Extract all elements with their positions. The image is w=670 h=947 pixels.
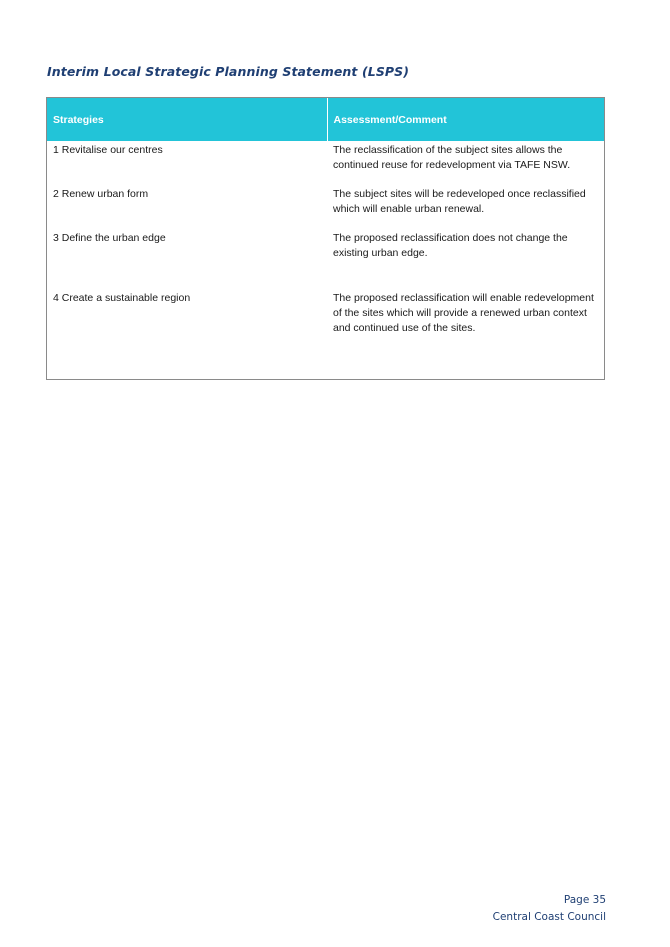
strategy-cell: 2 Renew urban form [53, 188, 149, 200]
comment-cell: The proposed reclassification will enable redevelopment of the sites which will provide a renewed urban context and continued use of the sites. [333, 292, 594, 334]
strategy-cell: 1 Revitalise our centres [53, 144, 163, 156]
page-number: Page 35 [563, 894, 606, 906]
column-header-strategies: Strategies [47, 98, 327, 141]
table-row [47, 231, 604, 291]
table-row [47, 141, 604, 187]
section-heading: Interim Local Strategic Planning Statement (LSPS) [47, 64, 410, 79]
table-header-row [47, 98, 604, 141]
strategy-cell: 4 Create a sustainable region [53, 292, 191, 304]
table-row [47, 187, 604, 231]
table-row [47, 291, 604, 361]
strategies-table [47, 98, 604, 361]
strategy-cell: 3 Define the urban edge [53, 232, 166, 244]
lsps-strategies-table [46, 97, 605, 380]
organisation-name: Central Coast Council [492, 911, 606, 923]
comment-cell: The subject sites will be redeveloped once reclassified which will enable urban renewal. [333, 188, 586, 215]
comment-cell: The reclassification of the subject sites allows the continued reuse for redevelopment via TAFE NSW. [333, 144, 571, 171]
comment-cell: The proposed reclassification does not change the existing urban edge. [333, 232, 568, 259]
column-header-assessment: Assessment/Comment [327, 98, 604, 141]
